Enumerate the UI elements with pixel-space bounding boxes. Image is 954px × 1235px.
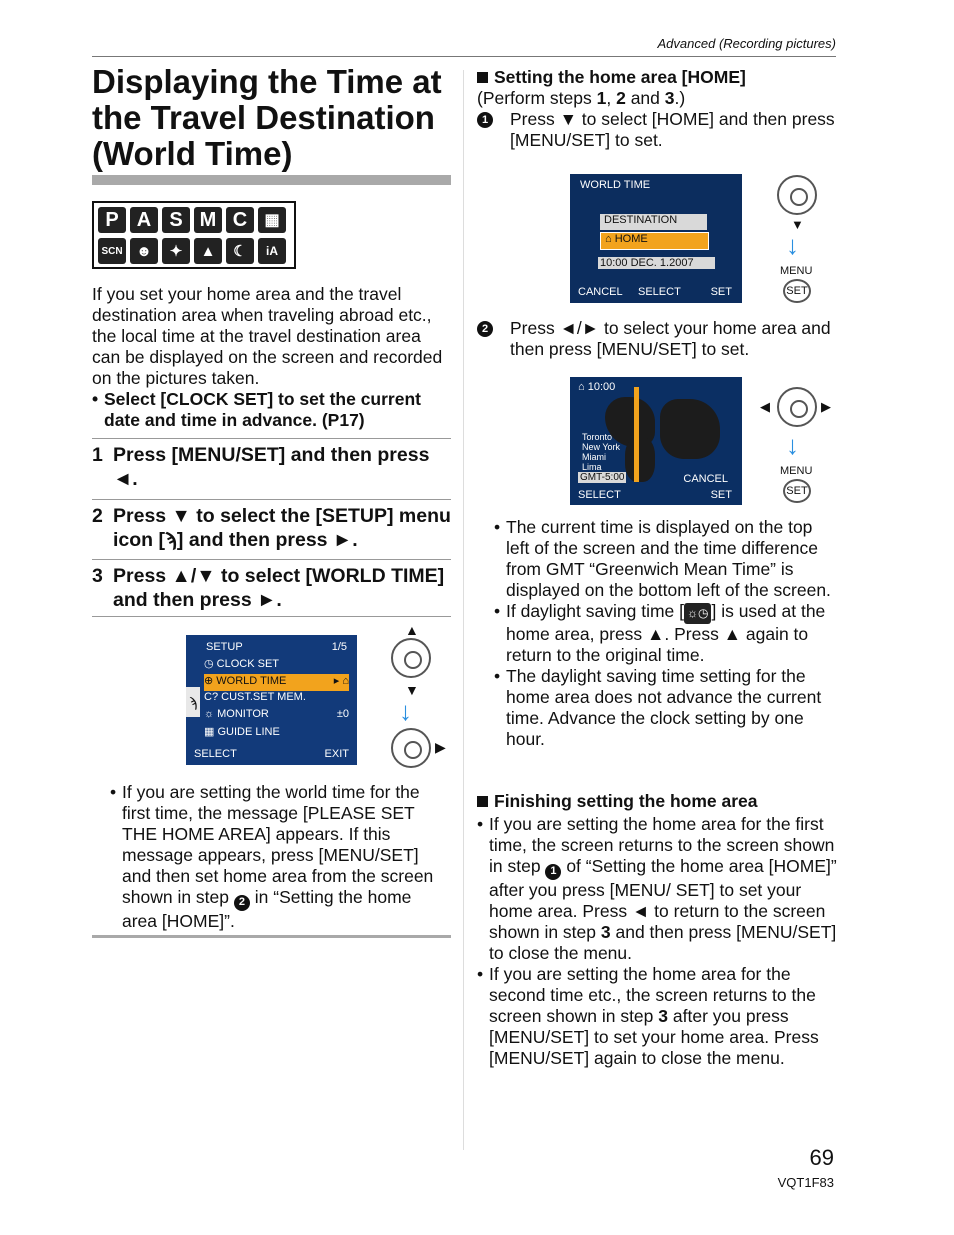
world-datetime: 10:00 DEC. 1.2007	[598, 257, 715, 269]
step3-end-rule	[92, 616, 451, 617]
step-2	[92, 504, 451, 552]
scn-icon: SCN	[98, 238, 126, 264]
home-bullet-1: • The current time is displayed on the top left of the screen and the time difference from GMT “Greenwich Mean Time” is displayed on the bottom left of the screen.	[494, 517, 834, 601]
circle-1-icon-b: 1	[545, 864, 561, 880]
map-continent-c	[660, 399, 720, 459]
film-icon: ▦	[258, 207, 286, 233]
step-3	[92, 564, 451, 612]
set-button-2: SET	[783, 479, 811, 503]
circle-1-icon: 1	[477, 112, 493, 128]
square-bullet-icon-2	[477, 796, 488, 807]
world-home: ⌂ HOME	[600, 232, 709, 250]
left-arrow-icon: ◀	[760, 399, 770, 414]
map-zone-band	[634, 387, 639, 482]
step-2-number: 2	[92, 505, 103, 527]
world-destination: DESTINATION	[600, 214, 707, 230]
blue-down-arrow-icon-3: ↓	[786, 430, 799, 460]
dpad-icon-3	[777, 175, 817, 215]
night-icon: ☾	[226, 238, 254, 264]
setup-page: 1/5	[331, 641, 347, 653]
finish-bullet-2: • If you are setting the home area for the second time etc., the screen returns to the screen shown in step 3 after you press [MENU/SET] to set your home area. Press [MENU/SET] again to close the menu.	[477, 964, 837, 1069]
dpad-icon-4	[777, 387, 817, 427]
map-gmt: GMT-5:00	[580, 472, 625, 483]
home-section	[477, 67, 837, 151]
title-bar	[92, 175, 451, 185]
circle-2-icon-b: 2	[477, 321, 493, 337]
setup-item-monitor: ☼ MONITOR ±0	[204, 708, 349, 720]
step2-rule	[92, 499, 451, 500]
world-title: WORLD TIME	[580, 179, 651, 191]
setup-item-guide: ▦ GUIDE LINE	[204, 726, 280, 738]
mode-s-icon: S	[162, 207, 190, 233]
daylight-saving-icon: ☼◷	[684, 603, 711, 624]
finish-heading: Finishing setting the home area	[494, 791, 758, 811]
home-heading: Setting the home area [HOME]	[494, 67, 746, 87]
blue-down-arrow-icon: ↓	[399, 696, 412, 726]
intro-text: If you set your home area and the travel destination area when traveling abroad etc., the local time at the travel destination area can be displayed on the screen and recorded on the pictures taken.	[92, 284, 443, 388]
setup-item-clock: ◷ CLOCK SET	[204, 658, 280, 670]
step3-note: • If you are setting the world time for the first time, the message [PLEASE SET THE HOME AREA] appears. If this message appears, press [MENU/SET] and then set home area from the screen shown in step 2 in “Setting the home area [HOME]”.	[110, 782, 445, 932]
step-1-text: Press [MENU/SET] and then press ◄.	[113, 444, 430, 490]
portrait-icon: ☻	[130, 238, 158, 264]
setup-screen	[186, 635, 357, 765]
down-arrow-icon: ▼	[405, 682, 419, 698]
step1-rule	[92, 438, 451, 439]
page-number: 69	[809, 1145, 834, 1170]
column-divider	[463, 70, 464, 1150]
ia-icon: iA	[258, 238, 286, 264]
up-arrow-icon: ▲	[405, 622, 419, 638]
dpad-icon-2	[391, 728, 431, 768]
wrench-icon: ϡ	[165, 529, 177, 551]
right-arrow-icon-2: ▶	[821, 399, 831, 414]
map-cancel: CANCEL	[683, 473, 728, 485]
map-continent-b	[625, 437, 655, 482]
finish-section	[477, 791, 837, 1069]
step-2-text-b: ] and then press ►.	[176, 529, 358, 551]
dpad-icon	[391, 638, 431, 678]
mode-c-icon: C	[226, 207, 254, 233]
finish-bullet-1: • If you are setting the home area for the first time, the screen returns to the screen shown in step 1 of “Setting the home area [HOME]” after you press [MENU/ SET] to set your home area. Press ◄ to return to the screen shown in step 3 and then press [MENU/SET] to close the menu.	[477, 814, 837, 964]
step-1	[92, 443, 451, 491]
home-bullet-dst: • If daylight saving time [ ☼◷ ] is used at the home area, press ▲. Press ▲ again to return to the original time.	[494, 601, 834, 666]
blue-down-arrow-icon-2: ↓	[786, 230, 799, 260]
step-2-text-a: Press ▼ to select the [SETUP] menu icon [	[113, 505, 451, 551]
map-select: SELECT	[578, 489, 621, 501]
set-button: SET	[783, 279, 811, 303]
scenery-icon: ▲	[194, 238, 222, 264]
map-time: ⌂ 10:00	[578, 381, 616, 393]
setup-title: SETUP	[206, 641, 243, 653]
mode-p-icon: P	[98, 207, 126, 233]
intro-block	[92, 284, 452, 431]
setup-footer-select: SELECT	[194, 748, 237, 760]
section-header: Advanced (Recording pictures)	[657, 36, 836, 51]
map-screen	[570, 377, 742, 505]
circle-2-icon: 2	[234, 895, 250, 911]
world-time-screen	[570, 174, 742, 303]
left-bottom-rule	[92, 935, 451, 938]
intro-bullet: • Select [CLOCK SET] to set the current date and time in advance. (P17)	[92, 389, 452, 431]
setup-item-cust: C? CUST.SET MEM.	[204, 691, 306, 703]
map-set: SET	[710, 489, 732, 501]
world-set: SET	[710, 286, 732, 298]
setup-footer-exit: EXIT	[324, 748, 349, 760]
home-bullet-2: • The daylight saving time setting for the home area does not advance the current time. Advance the clock setting by one hour.	[494, 666, 834, 750]
square-bullet-icon	[477, 72, 488, 83]
perform-steps: (Perform steps 1, 2 and 3.)	[477, 88, 686, 108]
mode-icons	[92, 201, 296, 269]
doc-code: VQT1F83	[777, 1175, 834, 1190]
menu-label-2: MENU	[780, 465, 813, 477]
map-cities: Toronto New York Miami Lima	[582, 432, 621, 472]
sport-icon: ✦	[162, 238, 190, 264]
home-sub1: 1 Press ▼ to select [HOME] and then press [MENU/SET] to set.	[477, 109, 837, 151]
down-arrow-icon-2: ▼	[791, 217, 804, 232]
setup-wrench-icon: ϡ	[186, 687, 200, 717]
right-arrow-icon: ▶	[435, 739, 446, 755]
step3-rule	[92, 559, 451, 560]
home-bullets	[494, 517, 834, 750]
world-select: SELECT	[638, 286, 681, 298]
home-sub2: 2 Press ◄/► to select your home area and then press [MENU/SET] to set.	[477, 318, 837, 360]
setup-item-world: ⊕ WORLD TIME ▸ ⌂	[204, 674, 349, 691]
mode-a-icon: A	[130, 207, 158, 233]
step-1-number: 1	[92, 444, 103, 466]
step-3-number: 3	[92, 565, 103, 587]
step-3-text: Press ▲/▼ to select [WORLD TIME] and then press ►.	[113, 565, 445, 611]
world-cancel: CANCEL	[578, 286, 623, 298]
menu-label: MENU	[780, 265, 813, 277]
page-title: Displaying the Time at the Travel Destination (World Time)	[92, 63, 442, 172]
mode-m-icon: M	[194, 207, 222, 233]
top-rule	[92, 56, 836, 57]
